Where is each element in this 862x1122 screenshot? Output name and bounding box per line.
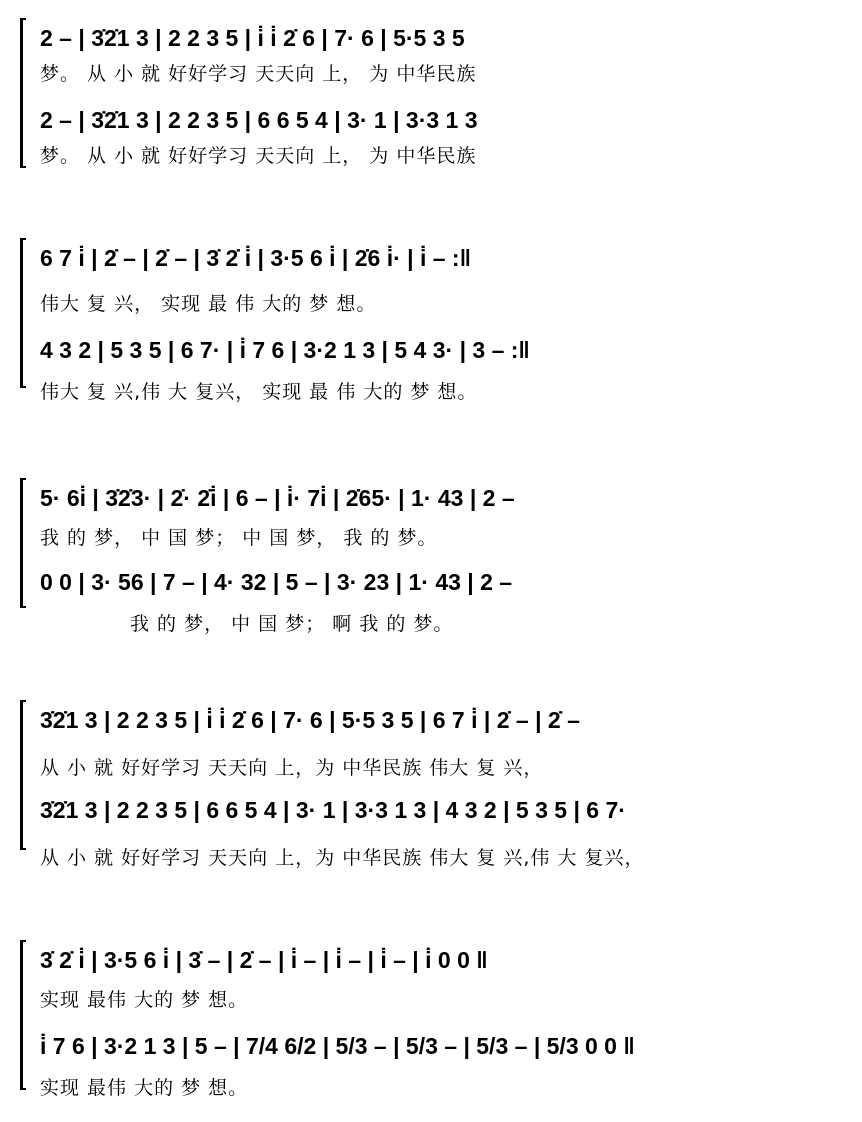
system-bracket bbox=[20, 18, 26, 168]
system-bracket bbox=[20, 238, 26, 388]
lower-voice-line bbox=[40, 562, 840, 602]
lower-lyric-text: 从 小 就 好好学习 天天向 上，为 中华民族 伟大 复 兴,伟 大 复兴， bbox=[40, 847, 645, 869]
lower-voice-lyrics bbox=[40, 378, 840, 406]
upper-voice-line bbox=[40, 478, 840, 518]
system-4 bbox=[0, 700, 862, 869]
lower-voice-line bbox=[40, 330, 840, 370]
upper-voice-notes: 3̇ 2̇ i̇ | 3·5 6 i̇ | 3̇ – | 2̇ – | i̇ – | i̇ – | i̇ – | i̇ 0 0 ‖ bbox=[40, 947, 488, 973]
lower-voice-lyrics bbox=[40, 610, 840, 638]
upper-voice-lyrics bbox=[40, 290, 840, 318]
upper-lyric-text: 梦。 从 小 就 好好学习 天天向 上， 为 中华民族 bbox=[40, 63, 477, 85]
system-bracket bbox=[20, 478, 26, 608]
system-1 bbox=[0, 18, 862, 168]
system-bracket bbox=[20, 940, 26, 1090]
upper-voice-notes: 3̇2̇1 3 | 2 2 3 5 | i̇ i̇ 2̇ 6 | 7· 6 | 5·5 3 5 | 6 7 i̇ | 2̇ – | 2̇ – bbox=[40, 707, 580, 733]
upper-voice-line bbox=[40, 238, 840, 278]
lower-voice-line bbox=[40, 1026, 840, 1066]
lower-lyric-text: 伟大 复 兴,伟 大 复兴， 实现 最 伟 大的 梦 想。 bbox=[40, 381, 478, 403]
upper-voice-lyrics bbox=[40, 60, 840, 88]
upper-voice-lyrics bbox=[40, 986, 840, 1014]
upper-voice-line bbox=[40, 18, 840, 58]
lower-lyric-text: 实现 最伟 大的 梦 想。 bbox=[40, 1077, 249, 1099]
system-2 bbox=[0, 238, 862, 403]
lower-lyric-text: 我 的 梦， 中 国 梦； 啊 我 的 梦。 bbox=[130, 613, 454, 635]
lower-voice-notes: 3̇2̇1 3 | 2 2 3 5 | 6 6 5 4 | 3· 1 | 3·3 1 3 | 4 3 2 | 5 3 5 | 6 7· bbox=[40, 797, 626, 823]
upper-lyric-text: 伟大 复 兴， 实现 最 伟 大的 梦 想。 bbox=[40, 293, 377, 315]
upper-voice-notes: 5· 6i̇ | 3̇2̇3· | 2̇· 2̇i̇ | 6 – | i̇· 7i̇ | 2̇65· | 1· 43 | 2 – bbox=[40, 485, 515, 511]
system-5 bbox=[0, 940, 862, 1099]
upper-voice-notes: 2 – | 3̇2̇1 3 | 2 2 3 5 | i̇ i̇ 2̇ 6 | 7· 6 | 5·5 3 5 bbox=[40, 25, 465, 51]
upper-lyric-text: 实现 最伟 大的 梦 想。 bbox=[40, 989, 249, 1011]
upper-voice-notes: 6 7 i̇ | 2̇ – | 2̇ – | 3̇ 2̇ i̇ | 3·5 6 i̇ | 2̇6 i̇· | i̇ – :‖ bbox=[40, 245, 472, 271]
system-3 bbox=[0, 478, 862, 635]
lower-voice-lyrics bbox=[40, 1074, 840, 1102]
lower-lyric-text: 梦。 从 小 就 好好学习 天天向 上， 为 中华民族 bbox=[40, 145, 477, 167]
lower-voice-notes: 4 3 2 | 5 3 5 | 6 7· | i̇ 7 6 | 3·2 1 3 | 5 4 3· | 3 – :‖ bbox=[40, 337, 530, 363]
system-bracket bbox=[20, 700, 26, 850]
lower-voice-lyrics bbox=[40, 142, 840, 170]
upper-voice-line bbox=[40, 700, 840, 740]
lower-voice-line bbox=[40, 790, 840, 830]
lower-voice-notes: i̇ 7 6 | 3·2 1 3 | 5 – | 7/4 6/2 | 5/3 – | 5/3 – | 5/3 – | 5/3 0 0 ‖ bbox=[40, 1033, 635, 1059]
upper-voice-line bbox=[40, 940, 840, 980]
lower-voice-line bbox=[40, 100, 840, 140]
lower-voice-notes: 2 – | 3̇2̇1 3 | 2 2 3 5 | 6 6 5 4 | 3· 1 | 3·3 1 3 bbox=[40, 107, 478, 133]
upper-lyric-text: 我 的 梦， 中 国 梦； 中 国 梦， 我 的 梦。 bbox=[40, 527, 438, 549]
lower-voice-notes: 0 0 | 3· 56 | 7 – | 4· 32 | 5 – | 3· 23 | 1· 43 | 2 – bbox=[40, 569, 513, 595]
upper-voice-lyrics bbox=[40, 754, 840, 782]
upper-voice-lyrics bbox=[40, 524, 840, 552]
upper-lyric-text: 从 小 就 好好学习 天天向 上，为 中华民族 伟大 复 兴， bbox=[40, 757, 544, 779]
lower-voice-lyrics bbox=[40, 844, 840, 872]
